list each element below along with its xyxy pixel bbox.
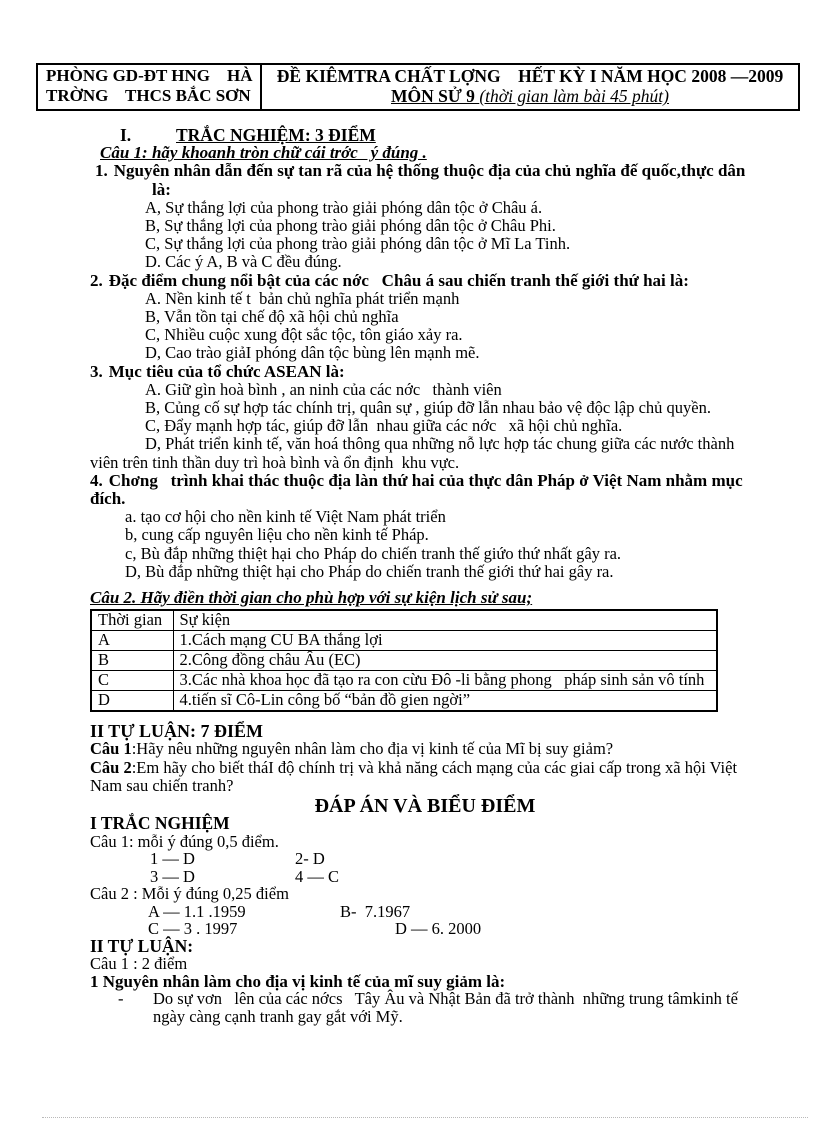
bullet-text: Do sự vơn lên của các nớcs Tây Âu và Nhật Bản đã trở thành những trung tâmkinh tế ngày càng cạnh tranh gay gắt với Mỹ. bbox=[153, 989, 743, 1026]
question-4-option-d: D, Bù đắp những thiệt hại cho Pháp do chiến tranh thế giới thứ hai gây ra. bbox=[125, 561, 614, 581]
cau1-instruction: Câu 1: hãy khoanh tròn chữ cái trớc ý đúng . bbox=[100, 143, 427, 163]
question-4-number: 4. bbox=[90, 470, 103, 490]
question-2-option-a: A. Nền kinh tế t bản chủ nghĩa phát triển mạnh bbox=[145, 288, 460, 308]
exam-title: ĐỀ KIÊMTRA CHẤT LỢNG HẾT KỲ I NĂM HỌC 2008 —2009 bbox=[276, 66, 784, 86]
date-answer-row bbox=[148, 903, 760, 921]
table-row bbox=[91, 631, 717, 651]
question-2-text: Đặc điểm chung nổi bật của các nớc Châu á sau chiến tranh thế giới thứ hai là: bbox=[108, 270, 689, 290]
exam-subject-line bbox=[266, 86, 794, 106]
part2-heading: II TỰ LUẬN: 7 ĐIỂM bbox=[90, 721, 264, 742]
essay-answer-heading: 1 Nguyên nhân làm cho địa vị kinh tế của mĩ suy giảm là: bbox=[90, 971, 506, 991]
answer-key-cau1-points: Câu 1 : 2 điểm bbox=[90, 954, 188, 974]
table-row bbox=[91, 651, 717, 671]
question-4-option-a: a. tạo cơ hội cho nền kinh tế Việt Nam phát triển bbox=[125, 507, 446, 527]
bullet-dash: - bbox=[118, 989, 124, 1009]
question-3-option-c: C, Đẩy mạnh hợp tác, giúp đỡ lẫn nhau giữa các nớc xã hội chủ nghĩa. bbox=[145, 416, 623, 436]
question-4-option-b: b, cung cấp nguyên liệu cho nền kinh tế Pháp. bbox=[125, 525, 429, 545]
table-row bbox=[91, 671, 717, 691]
page-bottom-divider bbox=[42, 1117, 808, 1118]
question-2-number: 2. bbox=[90, 270, 103, 290]
part2-cau2 bbox=[90, 759, 760, 795]
question-3-number: 3. bbox=[90, 361, 103, 381]
question-3 bbox=[90, 363, 760, 381]
part1-heading bbox=[120, 126, 760, 144]
question-2-option-b: B, Vẫn tồn tại chế độ xã hội chủ nghĩa bbox=[145, 307, 399, 327]
mc-answer-row bbox=[150, 850, 760, 868]
event-cell: 4.tiến sĩ Cô-Lin công bố “bản đồ gien ngời” bbox=[173, 691, 717, 712]
time-cell: C bbox=[91, 671, 173, 691]
part2-cau1-label: Câu 1 bbox=[90, 739, 132, 759]
question-1-number: 1. bbox=[95, 161, 108, 181]
question-3-text: Mục tiêu của tổ chức ASEAN là: bbox=[108, 361, 345, 381]
time-cell: A bbox=[91, 631, 173, 651]
subject-name: MÔN SỬ 9 bbox=[391, 86, 480, 107]
date-answer: A — 1.1 .1959 bbox=[148, 901, 246, 921]
exam-duration: (thời gian làm bài 45 phút) bbox=[479, 86, 669, 107]
column-header-time: Thời gian bbox=[91, 610, 173, 631]
part2-cau2-label: Câu 2 bbox=[90, 757, 132, 777]
question-1-option-b: B, Sự thắng lợi của phong trào giải phóng dân tộc ở Châu Phi. bbox=[145, 216, 556, 236]
mc-answer: 3 — D bbox=[150, 866, 195, 886]
table-row bbox=[91, 691, 717, 712]
part2-cau1 bbox=[90, 740, 760, 758]
event-cell: 2.Công đồng châu Âu (EC) bbox=[173, 651, 717, 671]
school-info bbox=[38, 65, 262, 109]
question-2 bbox=[90, 272, 760, 290]
question-1-text: Nguyên nhân dẫn đến sự tan rã của hệ thống thuộc địa của chủ nghĩa đế quốc,thực dân là: bbox=[113, 161, 750, 199]
question-1-option-a: A, Sự thắng lợi của phong trào giải phóng dân tộc ở Châu á. bbox=[145, 197, 543, 217]
column-header-event: Sự kiện bbox=[173, 610, 717, 631]
cau2-instruction: Câu 2. Hãy điền thời gian cho phù hợp với sự kiện lịch sử sau; bbox=[90, 588, 533, 608]
question-1 bbox=[95, 161, 760, 199]
question-1-option-c: C, Sự thắng lợi của phong trào giải phóng dân tộc ở Mĩ La Tinh. bbox=[145, 234, 571, 254]
exam-title-block bbox=[262, 65, 798, 109]
part2-section bbox=[90, 722, 760, 795]
part1-number: I. bbox=[120, 125, 132, 145]
mc-answer: 2- D bbox=[295, 849, 325, 869]
question-4-option-c: c, Bù đắp những thiệt hại cho Pháp do chiến tranh thế giứo thứ nhất gây ra. bbox=[125, 543, 622, 563]
school-name: TRỜNG THCS BẮC SƠN bbox=[46, 86, 251, 106]
part1-title: TRẮC NGHIỆM: 3 ĐIỂM bbox=[176, 125, 376, 145]
date-answer-row bbox=[148, 920, 760, 938]
events-table bbox=[90, 609, 718, 712]
date-answer: C — 3 . 1997 bbox=[148, 919, 238, 939]
question-3-option-a: A. Giữ gìn hoà bình , an ninh của các nớc thành viên bbox=[145, 379, 502, 399]
answer-key-cau1-note: Câu 1: mỗi ý đúng 0,5 điểm. bbox=[90, 831, 279, 851]
answer-key-part1-heading: I TRẮC NGHIỆM bbox=[90, 813, 230, 834]
document-body bbox=[90, 126, 760, 1025]
department-name: PHÒNG GD-ĐT HNG HÀ bbox=[46, 66, 253, 85]
mc-answer: 4 — C bbox=[295, 866, 340, 886]
essay-bullet-item bbox=[118, 990, 760, 1025]
question-3-option-b: B, Củng cố sự hợp tác chính trị, quân sự , giúp đỡ lẫn nhau bảo vệ độc lập chủ quyền. bbox=[145, 398, 711, 418]
event-cell: 3.Các nhà khoa học đã tạo ra con cừu Đô -li bằng phong pháp sinh sản vô tính bbox=[173, 671, 717, 691]
answer-key-part2-heading: II TỰ LUẬN: bbox=[90, 935, 194, 956]
part2-cau2-text: :Em hãy cho biết tháI độ chính trị và khả năng cách mạng của các giai cấp trong xã hội Việt Nam sau chiến tranh? bbox=[90, 757, 742, 795]
time-cell: D bbox=[91, 691, 173, 712]
question-2-option-d: D, Cao trào giảI phóng dân tộc bùng lên mạnh mẽ. bbox=[145, 343, 480, 363]
question-4 bbox=[90, 472, 760, 508]
question-3-option-d: D, Phát triển kinh tế, văn hoá thông qua những nỗ lực hợp tác chung giữa các nước thành viên trên tinh thần duy trì hoà bình và ổn định khu vực. bbox=[90, 434, 739, 472]
question-4-text: Chơng trình khai thác thuộc địa làn thứ hai của thực dân Pháp ở Việt Nam nhằm mục đích. bbox=[90, 470, 747, 509]
answer-key-section bbox=[90, 815, 760, 1025]
event-cell: 1.Cách mạng CU BA thắng lợi bbox=[173, 631, 717, 651]
header-box bbox=[36, 63, 800, 111]
mc-answer-row bbox=[150, 868, 760, 886]
question-1-option-d: D. Các ý A, B và C đều đúng. bbox=[145, 252, 342, 272]
date-answer: D — 6. 2000 bbox=[395, 919, 482, 939]
table-header-row bbox=[91, 610, 717, 631]
answer-key-title: ĐÁP ÁN VÀ BIỂU ĐIỂM bbox=[314, 795, 536, 818]
answer-key-cau2-note: Câu 2 : Mỗi ý đúng 0,25 điểm bbox=[90, 884, 289, 904]
part2-cau1-text: :Hãy nêu những nguyên nhân làm cho địa vị kinh tế của Mĩ bị suy giảm? bbox=[131, 739, 614, 759]
date-answer: B- 7.1967 bbox=[340, 901, 411, 921]
time-cell: B bbox=[91, 651, 173, 671]
question-2-option-c: C, Nhiều cuộc xung đột sắc tộc, tôn giáo xảy ra. bbox=[145, 325, 463, 345]
mc-answer: 1 — D bbox=[150, 849, 195, 869]
